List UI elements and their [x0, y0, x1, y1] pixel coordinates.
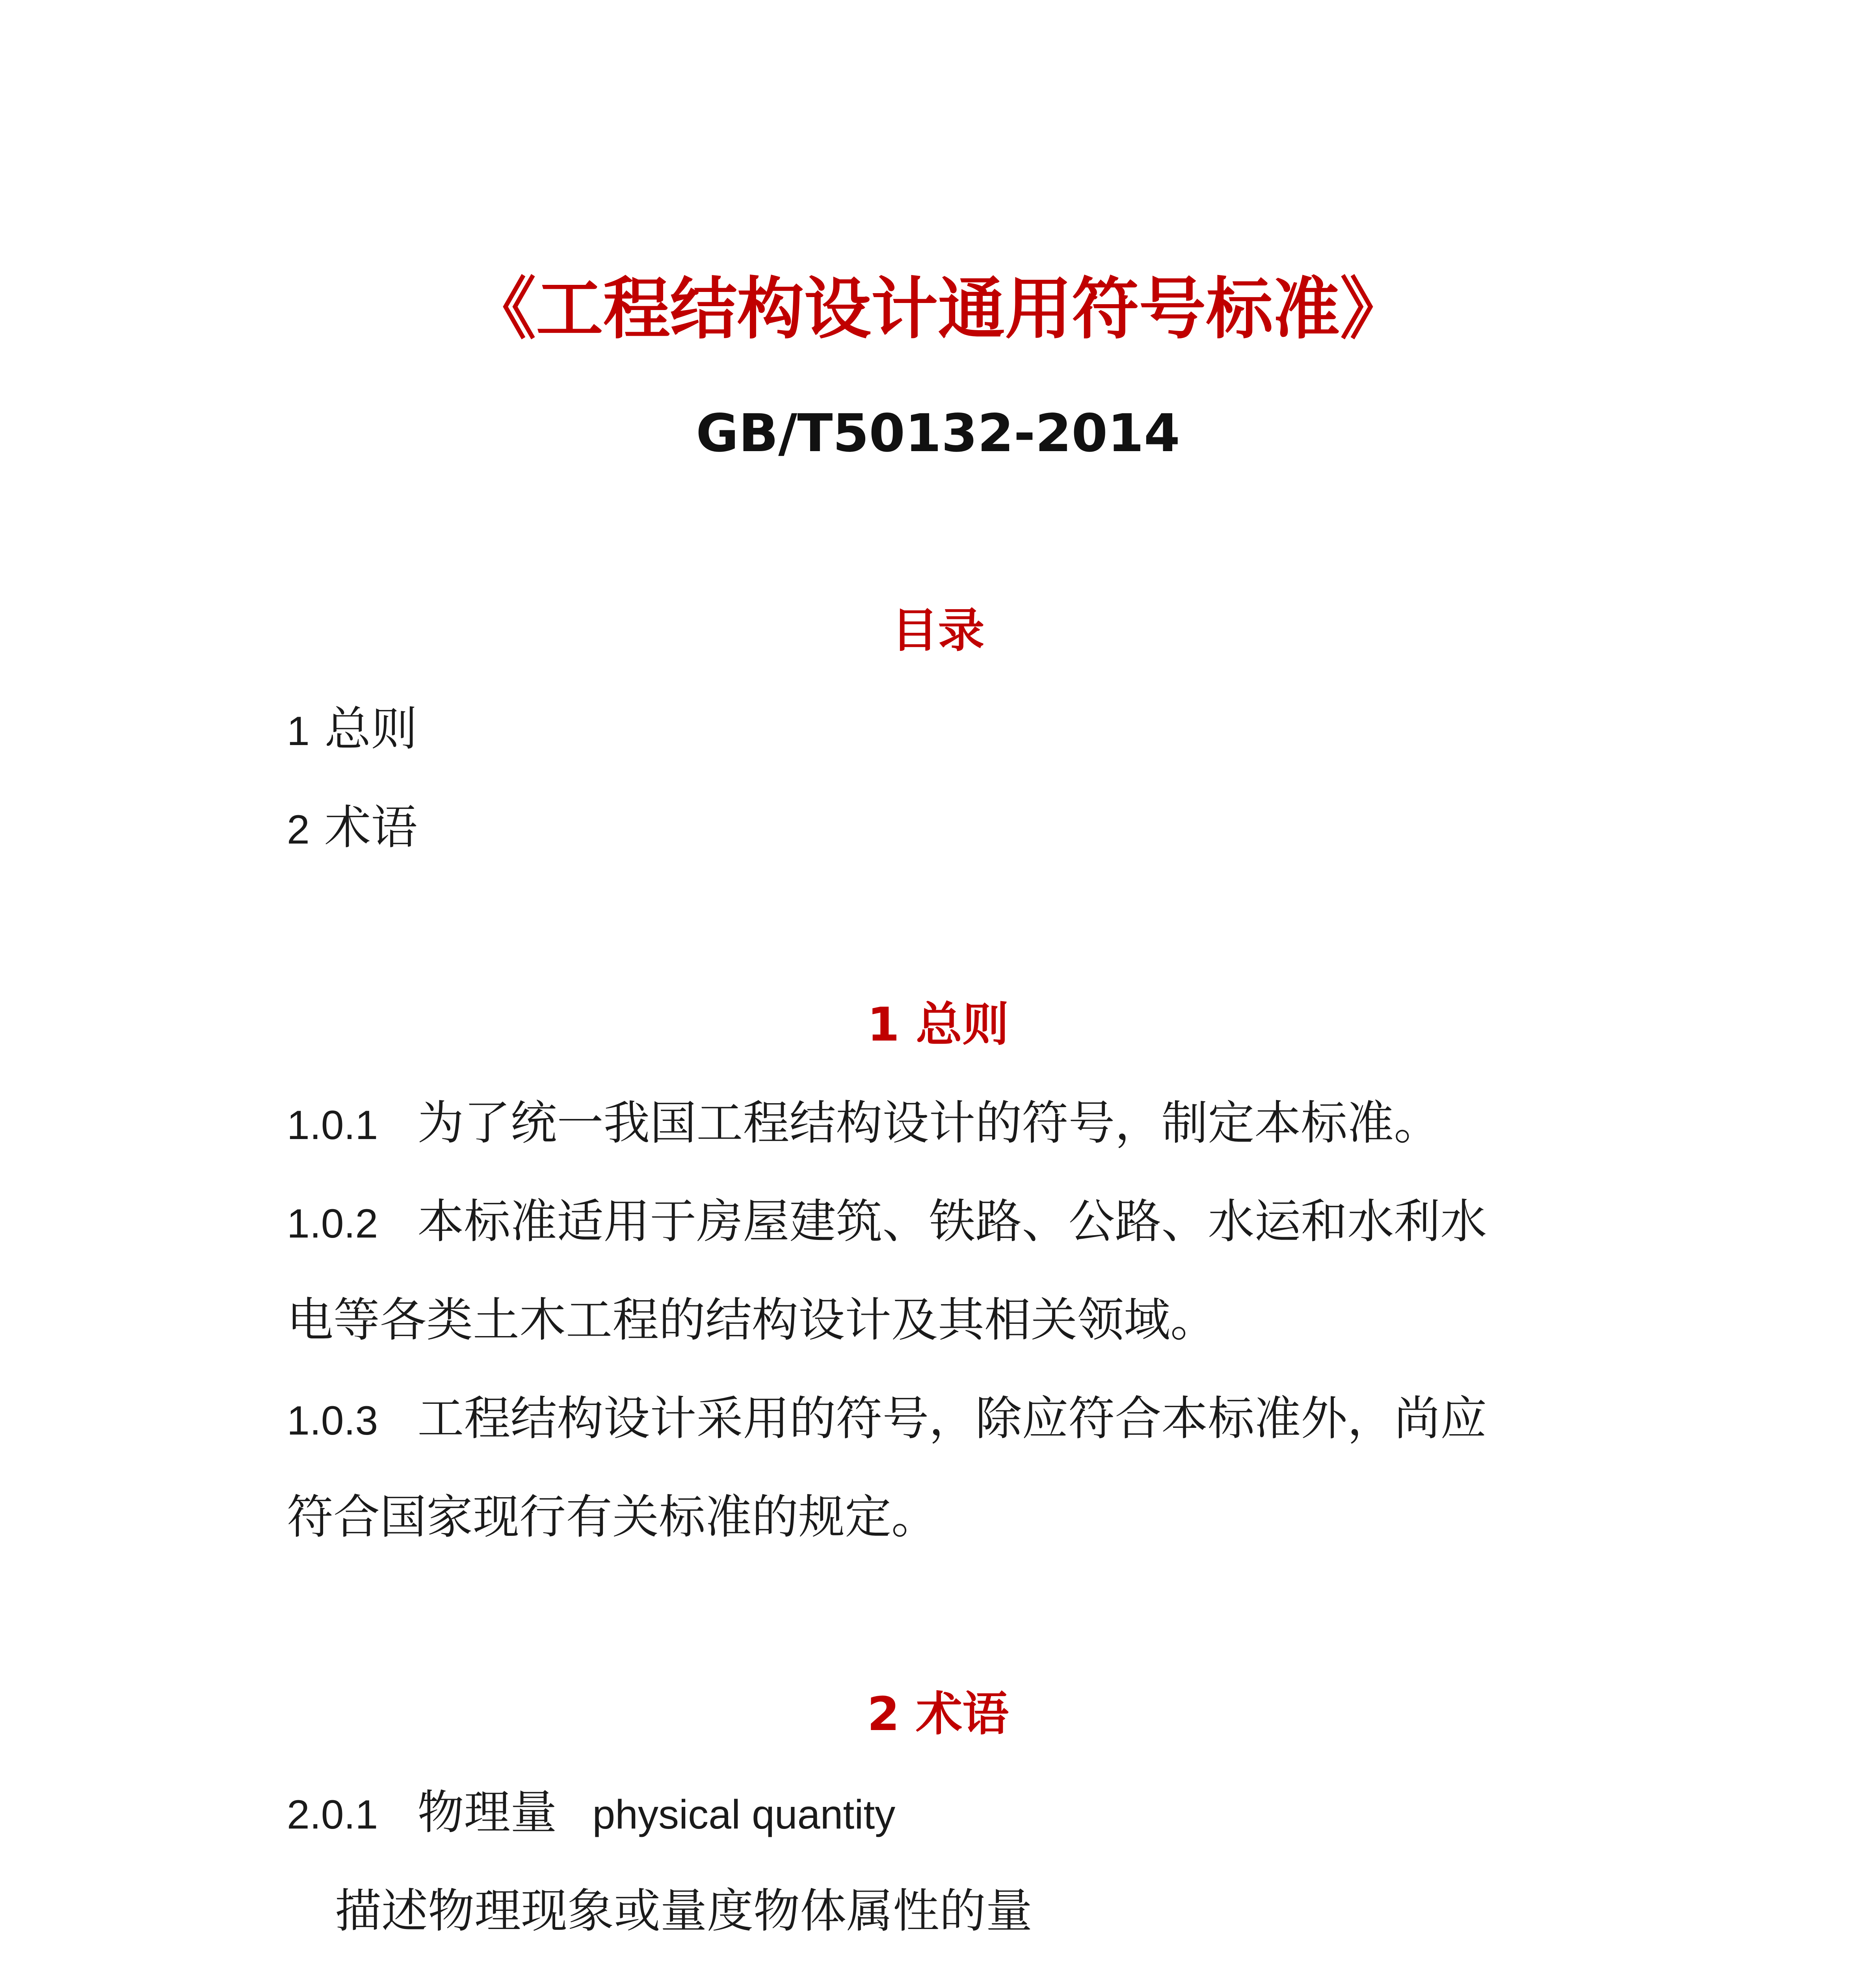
term-number: 2.0.1 — [287, 1792, 378, 1838]
toc-heading: 目录 — [891, 603, 985, 658]
toc-item-label: 术语 — [324, 800, 418, 855]
section-heading-general: 1 总则 — [867, 997, 1009, 1052]
toc-item-terms[interactable] — [287, 792, 417, 865]
clause-text: 工程结构设计采用的符号，除应符合本标准外，尚应 — [417, 1391, 1487, 1446]
clause-text: 本标准适用于房屋建筑、铁路、公路、水运和水利水 — [417, 1194, 1487, 1249]
toc-item-general[interactable] — [287, 693, 417, 767]
term-2-0-1 — [287, 1777, 895, 1850]
standard-code: GB/T50132-2014 — [696, 403, 1180, 464]
document-title: 《工程结构设计通用符号标准》 — [469, 270, 1407, 348]
toc-item-label: 总则 — [324, 702, 418, 756]
toc-item-number: 2 — [287, 807, 310, 853]
clause-1-0-2-line1 — [287, 1186, 1487, 1259]
clause-number: 1.0.2 — [287, 1201, 378, 1247]
clause-1-0-2-line2: 电等各类土木工程的结构设计及其相关领域。 — [287, 1293, 1217, 1347]
term-english: physical quantity — [592, 1792, 896, 1838]
clause-number: 1.0.3 — [287, 1398, 378, 1444]
clause-1-0-3-line1 — [287, 1383, 1487, 1456]
term-label: 物理量 — [417, 1785, 557, 1840]
clause-number: 1.0.1 — [287, 1102, 378, 1148]
section-heading-terms: 2 术语 — [867, 1687, 1009, 1741]
toc-item-number: 1 — [287, 708, 310, 754]
clause-1-0-3-line2: 符合国家现行有关标准的规定。 — [287, 1490, 938, 1544]
term-definition: 描述物理现象或量度物体属性的量 — [335, 1884, 1033, 1938]
clause-1-0-1 — [287, 1087, 1440, 1161]
clause-text: 为了统一我国工程结构设计的符号，制定本标准。 — [417, 1096, 1441, 1150]
